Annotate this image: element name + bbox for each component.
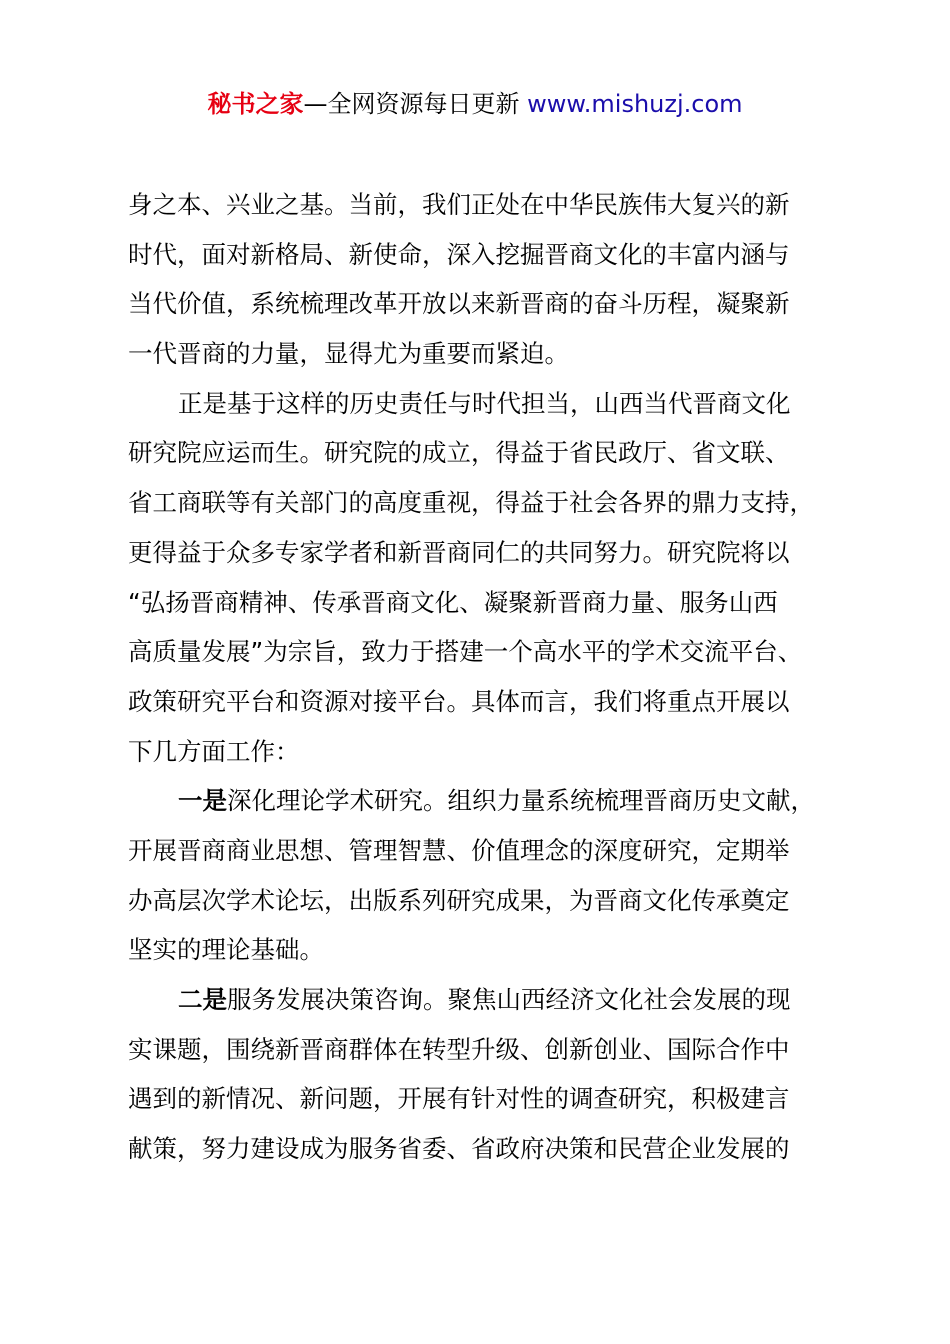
header-tagline: —全网资源每日更新 <box>303 90 528 118</box>
text-line: 高质量发展”为宗旨，致力于搭建一个高水平的学术交流平台、 <box>128 637 803 667</box>
text-line: 坚实的理论基础。 <box>128 935 324 965</box>
item-text: 服务发展决策咨询。聚焦山西经济文化社会发展的现 <box>227 985 791 1014</box>
text-line: 当代价值，系统梳理改革开放以来新晋商的奋斗历程，凝聚新 <box>128 289 790 319</box>
brand-name: 秘书之家 <box>207 90 304 118</box>
text-line: 时代，面对新格局、新使命，深入挖掘晋商文化的丰富内涵与 <box>128 239 790 269</box>
text-line: 正是基于这样的历史责任与时代担当，山西当代晋商文化 <box>178 388 791 418</box>
document-body <box>128 180 858 1174</box>
text-line <box>128 975 858 1025</box>
text-line: 一代晋商的力量，显得尤为重要而紧迫。 <box>128 339 569 369</box>
item-text: 深化理论学术研究。组织力量系统梳理晋商历史文献， <box>227 786 815 816</box>
text-line: “弘扬晋商精神、传承晋商文化、凝聚新晋商力量、服务山西 <box>128 587 778 617</box>
page-header <box>0 86 950 122</box>
text-line: 身之本、兴业之基。当前，我们正处在中华民族伟大复兴的新 <box>128 190 790 219</box>
text-line: 研究院应运而生。研究院的成立，得益于省民政厅、省文联、 <box>128 438 790 468</box>
text-line: 献策，努力建设成为服务省委、省政府决策和民营企业发展的 <box>128 1134 790 1164</box>
text-line: 遇到的新情况、新问题，开展有针对性的调查研究，积极建言 <box>128 1084 790 1114</box>
item-lead: 二是 <box>178 985 227 1014</box>
text-line: 办高层次学术论坛，出版系列研究成果，为晋商文化传承奠定 <box>128 885 790 915</box>
text-line <box>128 776 858 826</box>
text-line: 实课题，围绕新晋商群体在转型升级、创新创业、国际合作中 <box>128 1034 790 1064</box>
item-lead: 一是 <box>178 786 227 816</box>
text-line: 开展晋商商业思想、管理智慧、价值理念的深度研究，定期举 <box>128 835 790 865</box>
text-line: 政策研究平台和资源对接平台。具体而言，我们将重点开展以 <box>128 686 790 716</box>
text-line: 下几方面工作： <box>128 736 300 766</box>
text-line: 更得益于众多专家学者和新晋商同仁的共同努力。研究院将以 <box>128 537 790 567</box>
text-line: 省工商联等有关部门的高度重视，得益于社会各界的鼎力支持， <box>128 488 814 518</box>
site-url-link[interactable]: www.mishuzj.com <box>527 90 743 118</box>
